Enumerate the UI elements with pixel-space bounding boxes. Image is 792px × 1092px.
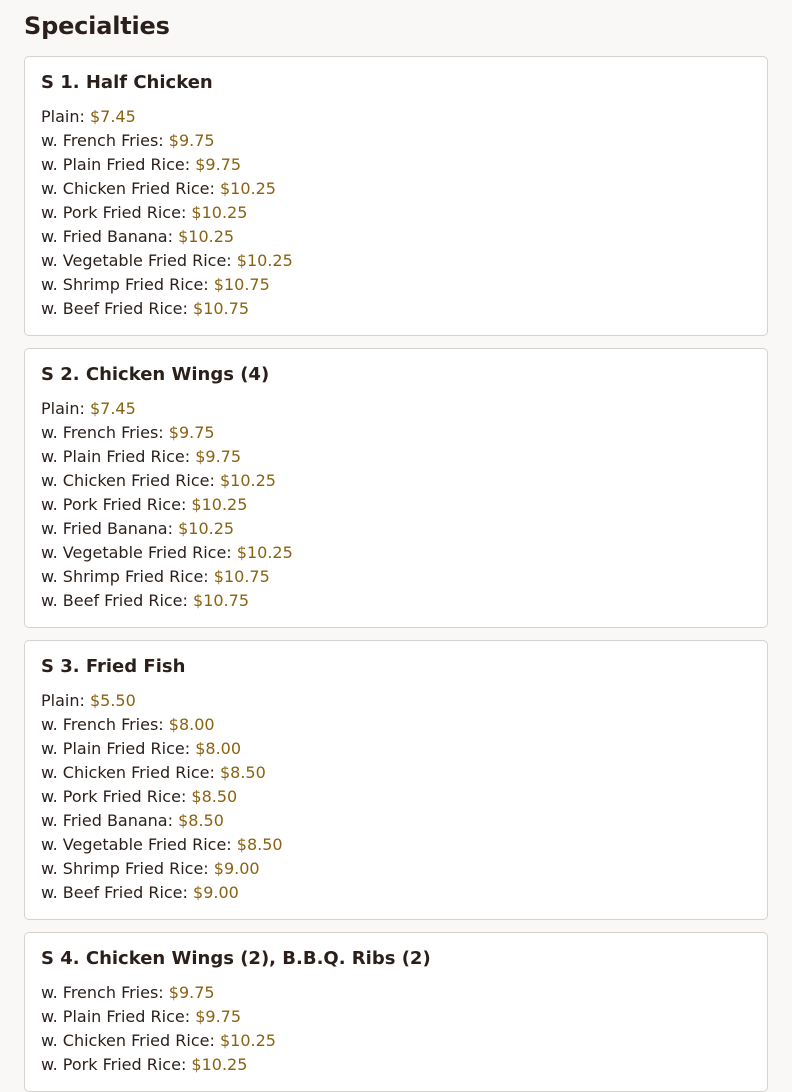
price-row xyxy=(41,153,751,177)
price-row xyxy=(41,857,751,881)
option-label: w. Shrimp Fried Rice: xyxy=(41,567,209,586)
menu-card xyxy=(24,932,768,1092)
option-label: w. Chicken Fried Rice: xyxy=(41,471,215,490)
option-price: $8.50 xyxy=(236,835,283,854)
option-price: $9.75 xyxy=(168,131,215,150)
price-list xyxy=(41,689,751,905)
price-row xyxy=(41,1029,751,1053)
price-row xyxy=(41,445,751,469)
option-label: w. Pork Fried Rice: xyxy=(41,203,187,222)
option-label: Plain: xyxy=(41,107,85,126)
option-price: $9.00 xyxy=(213,859,260,878)
option-price: $9.75 xyxy=(168,423,215,442)
menu-card xyxy=(24,640,768,920)
option-label: w. Plain Fried Rice: xyxy=(41,1007,191,1026)
price-row xyxy=(41,493,751,517)
price-row xyxy=(41,785,751,809)
page-title: Specialties xyxy=(24,12,170,40)
price-row xyxy=(41,1005,751,1029)
option-label: w. Vegetable Fried Rice: xyxy=(41,543,232,562)
price-row xyxy=(41,541,751,565)
price-row xyxy=(41,469,751,493)
option-label: w. French Fries: xyxy=(41,983,164,1002)
price-row xyxy=(41,713,751,737)
option-price: $10.75 xyxy=(213,275,270,294)
option-label: w. Vegetable Fried Rice: xyxy=(41,835,232,854)
option-price: $10.25 xyxy=(219,179,276,198)
option-label: w. Fried Banana: xyxy=(41,519,173,538)
price-row xyxy=(41,177,751,201)
option-label: w. Pork Fried Rice: xyxy=(41,495,187,514)
price-row xyxy=(41,105,751,129)
option-price: $10.25 xyxy=(236,543,293,562)
option-label: w. French Fries: xyxy=(41,131,164,150)
price-row xyxy=(41,517,751,541)
option-price: $9.75 xyxy=(168,983,215,1002)
price-row xyxy=(41,761,751,785)
price-list xyxy=(41,981,751,1077)
menu-card xyxy=(24,56,768,336)
menu-card-title: S 2. Chicken Wings (4) xyxy=(41,364,270,385)
option-label: w. Beef Fried Rice: xyxy=(41,299,188,318)
option-label: w. Pork Fried Rice: xyxy=(41,1055,187,1074)
option-label: w. Plain Fried Rice: xyxy=(41,155,191,174)
price-row xyxy=(41,833,751,857)
menu-card-title: S 4. Chicken Wings (2), B.B.Q. Ribs (2) xyxy=(41,948,431,969)
menu-card-title: S 1. Half Chicken xyxy=(41,72,213,93)
option-label: w. Chicken Fried Rice: xyxy=(41,179,215,198)
option-price: $9.00 xyxy=(193,883,239,902)
option-price: $10.25 xyxy=(178,519,235,538)
option-label: w. French Fries: xyxy=(41,423,164,442)
option-price: $10.25 xyxy=(191,1055,248,1074)
option-label: w. French Fries: xyxy=(41,715,164,734)
price-row xyxy=(41,881,751,905)
option-price: $8.50 xyxy=(219,763,266,782)
option-label: w. Beef Fried Rice: xyxy=(41,591,188,610)
option-price: $10.25 xyxy=(219,471,276,490)
price-row xyxy=(41,129,751,153)
option-price: $10.25 xyxy=(178,227,235,246)
option-price: $7.45 xyxy=(89,107,136,126)
option-label: w. Fried Banana: xyxy=(41,227,173,246)
option-price: $8.00 xyxy=(168,715,215,734)
price-row xyxy=(41,249,751,273)
price-row xyxy=(41,273,751,297)
price-row xyxy=(41,297,751,321)
option-label: w. Vegetable Fried Rice: xyxy=(41,251,232,270)
menu-card-title: S 3. Fried Fish xyxy=(41,656,186,677)
option-label: w. Pork Fried Rice: xyxy=(41,787,187,806)
price-row xyxy=(41,397,751,421)
price-row xyxy=(41,201,751,225)
option-price: $9.75 xyxy=(195,155,242,174)
option-label: w. Shrimp Fried Rice: xyxy=(41,859,209,878)
menu-card-list xyxy=(24,56,768,1092)
price-row xyxy=(41,737,751,761)
option-label: w. Chicken Fried Rice: xyxy=(41,763,215,782)
menu-card xyxy=(24,348,768,628)
price-list xyxy=(41,397,751,613)
option-price: $8.00 xyxy=(195,739,242,758)
option-price: $10.25 xyxy=(236,251,293,270)
option-price: $10.25 xyxy=(191,203,248,222)
option-label: w. Shrimp Fried Rice: xyxy=(41,275,209,294)
option-price: $8.50 xyxy=(191,787,238,806)
price-row xyxy=(41,689,751,713)
option-price: $10.75 xyxy=(213,567,270,586)
option-price: $10.25 xyxy=(219,1031,276,1050)
price-row xyxy=(41,589,751,613)
price-list xyxy=(41,105,751,321)
option-label: w. Chicken Fried Rice: xyxy=(41,1031,215,1050)
option-label: w. Beef Fried Rice: xyxy=(41,883,188,902)
option-label: Plain: xyxy=(41,399,85,418)
price-row xyxy=(41,981,751,1005)
option-price: $8.50 xyxy=(178,811,224,830)
price-row xyxy=(41,1053,751,1077)
option-price: $9.75 xyxy=(195,1007,242,1026)
option-price: $9.75 xyxy=(195,447,242,466)
option-price: $7.45 xyxy=(89,399,136,418)
option-label: w. Plain Fried Rice: xyxy=(41,447,191,466)
option-label: w. Plain Fried Rice: xyxy=(41,739,191,758)
option-label: w. Fried Banana: xyxy=(41,811,173,830)
price-row xyxy=(41,421,751,445)
price-row xyxy=(41,565,751,589)
price-row xyxy=(41,809,751,833)
option-price: $10.75 xyxy=(193,591,249,610)
option-price: $10.75 xyxy=(193,299,249,318)
option-label: Plain: xyxy=(41,691,85,710)
option-price: $10.25 xyxy=(191,495,248,514)
price-row xyxy=(41,225,751,249)
option-price: $5.50 xyxy=(89,691,136,710)
